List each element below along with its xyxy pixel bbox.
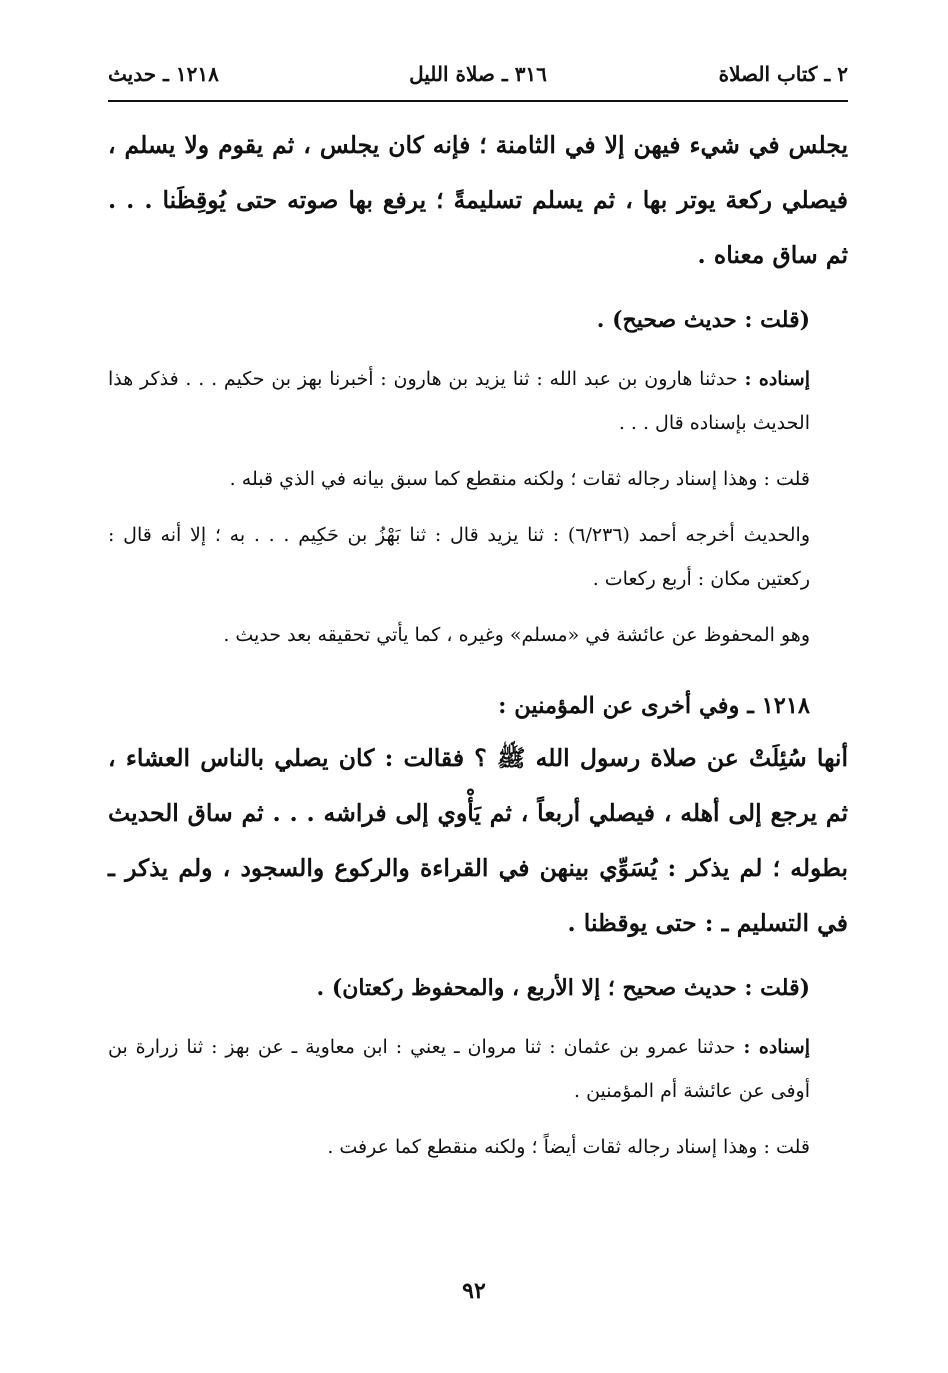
isnad-paragraph [108,1025,848,1113]
isnad-paragraph [108,357,848,445]
commentary-paragraph: والحديث أخرجه أحمد (٦/٢٣٦) : ثنا يزيد قال : ثنا بَهْزُ بن حَكِيم . . . به ؛ إلا أنه قال : ركعتين مكان : أربع ركعات . [108,524,811,590]
header-book-title: ٢ ـ كتاب الصلاة [718,62,848,86]
page-number: ٩٢ [462,1278,486,1304]
commentary-paragraph: قلت : وهذا إسناد رجاله ثقات ؛ ولكنه منقطع كما سبق بيانه في الذي قبله . [229,468,810,490]
hadith-text-continuation: يجلس في شيء فيهن إلا في الثامنة ؛ فإنه كان يجلس ، ثم يقوم ولا يسلم ، فيصلي ركعة يوتر بها ، ثم يسلم تسليمةً ؛ يرفع بها صوته حتى يُوقِظَنا . . . ثم ساق معناه . [108,131,848,269]
isnad-text: حدثنا عمرو بن عثمان : ثنا مروان ـ يعني : ابن معاوية ـ عن بهز : ثنا زرارة بن أوفى عن عائشة أم المؤمنين . [108,1036,810,1102]
header-chapter-title: ٣١٦ ـ صلاة الليل [409,62,547,86]
isnad-label: إسناده : [744,368,810,390]
commentary-paragraph: قلت : وهذا إسناد رجاله ثقات أيضاً ؛ ولكنه منقطع كما عرفت . [327,1136,810,1158]
grading-note: (قلت : حديث صحيح) . [596,307,810,333]
hadith-heading: ١٢١٨ ـ وفي أخرى عن المؤمنين : [498,693,810,719]
running-header [108,62,848,96]
commentary-paragraph: وهو المحفوظ عن عائشة في «مسلم» وغيره ، كما يأتي تحقيقه بعد حديث . [223,624,810,646]
isnad-text: حدثنا هارون بن عبد الله : ثنا يزيد بن هارون : أخبرنا بهز بن حكيم . . . فذكر هذا الحديث بإسناده قال . . . [108,368,810,434]
page-body [108,118,848,1169]
header-divider [108,100,848,102]
isnad-label: إسناده : [743,1036,811,1058]
header-hadith-number: ١٢١٨ ـ حديث [108,62,219,86]
grading-note: (قلت : حديث صحيح ؛ إلا الأربع ، والمحفوظ ركعتان) . [316,975,810,1001]
hadith-text: أنها سُئِلَتْ عن صلاة رسول الله ﷺ ؟ فقالت : كان يصلي بالناس العشاء ، ثم يرجع إلى أهله ، فيصلي أربعاً ، ثم يَأْوي إلى فراشه . . . ثم ساق الحديث بطوله ؛ لم يذكر : يُسَوِّي بينهن في القراءة والركوع والسجود ، ولم يذكر ـ في التسليم ـ : حتى يوقظنا . [108,744,848,937]
